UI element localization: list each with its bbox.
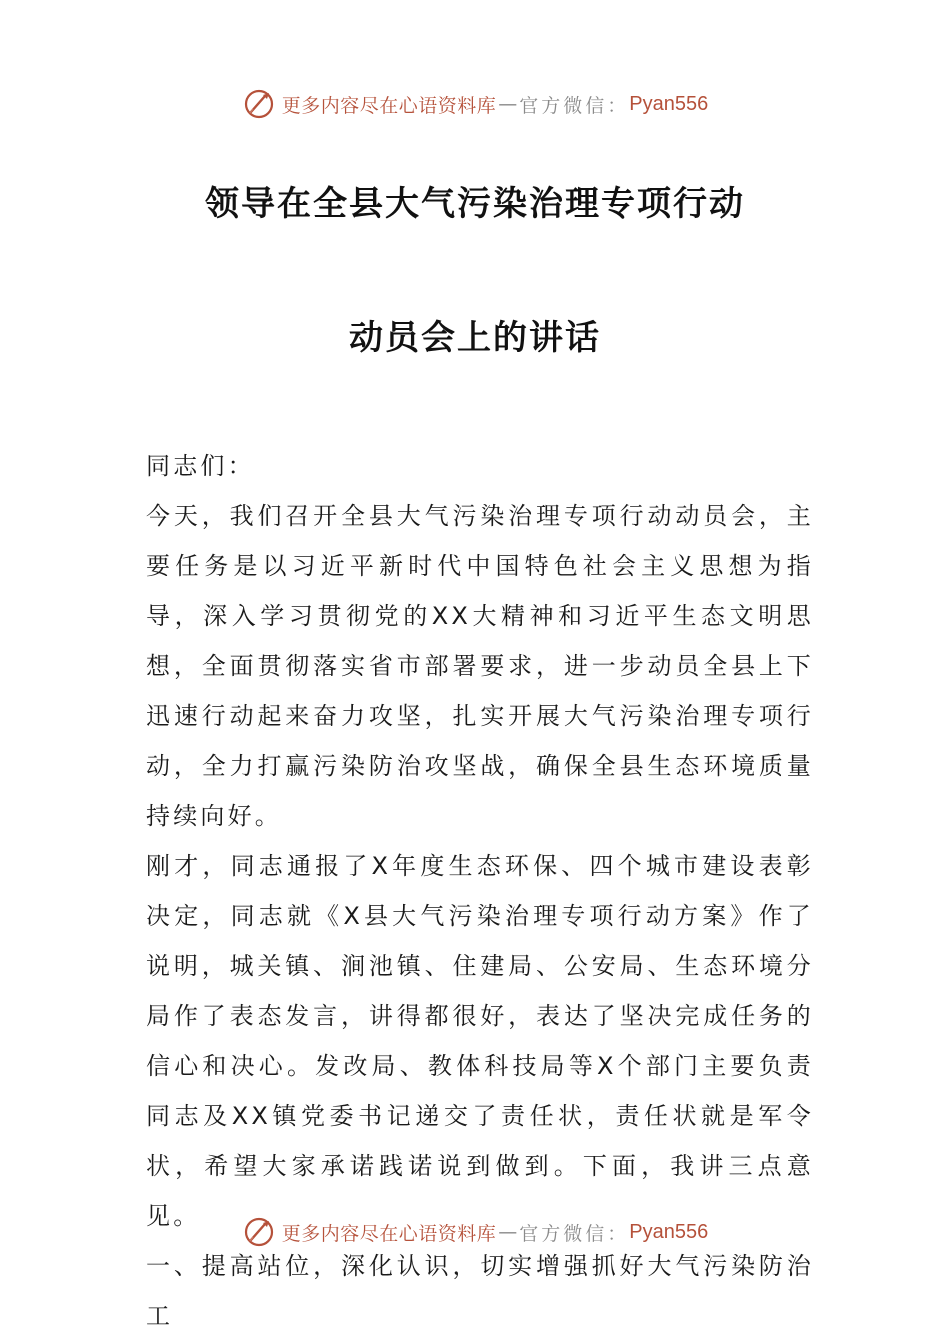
footer-watermark-banner: [0, 1212, 950, 1252]
speech-body: [146, 441, 814, 1341]
document-title-line-2: 动员会上的讲话: [349, 318, 601, 358]
document-title-line-1: 领导在全县大气污染治理专项行动: [205, 184, 745, 224]
watermark-separator: —: [498, 1221, 518, 1243]
salutation: 同志们：: [146, 452, 255, 480]
watermark-separator: —: [498, 93, 518, 115]
pen-logo-icon: [242, 1215, 276, 1249]
watermark-wechat-id: Pyan556: [629, 1220, 709, 1243]
paragraph-opening: 今天，我们召开全县大气污染治理专项行动动员会，主要任务是以习近平新时代中国特色社会主义思想为指导，深入学习贯彻党的XX大精神和习近平生态文明思想，全面贯彻落实省市部署要求，进一步动员全县上下迅速行动起来奋力攻坚，扎实开展大气污染治理专项行动，全力打赢污染防治攻坚战，确保全县生态环境质量持续向好。: [146, 502, 814, 830]
section-heading-one: 一、提高站位，深化认识，切实增强抓好大气污染防治工: [146, 1252, 814, 1330]
watermark-site-text: 更多内容尽在心语资料库: [281, 1222, 497, 1245]
header-watermark-banner: [0, 84, 950, 124]
paragraph-review: 刚才，同志通报了X年度生态环保、四个城市建设表彰决定，同志就《X县大气污染治理专项行动方案》作了说明，城关镇、涧池镇、住建局、公安局、生态环境分局作了表态发言，讲得都很好，表达了坚决完成任务的信心和决心。发改局、教体科技局等X个部门主要负责同志及XX镇党委书记递交了责任状，责任状就是军令状，希望大家承诺践诺说到做到。下面，我讲三点意见。: [146, 852, 814, 1230]
watermark-official-label: 官方微信：: [519, 1222, 630, 1245]
pen-logo-icon: [242, 87, 276, 121]
watermark-site-text: 更多内容尽在心语资料库: [281, 94, 497, 117]
watermark-official-label: 官方微信：: [519, 94, 630, 117]
watermark-wechat-id: Pyan556: [629, 92, 709, 115]
